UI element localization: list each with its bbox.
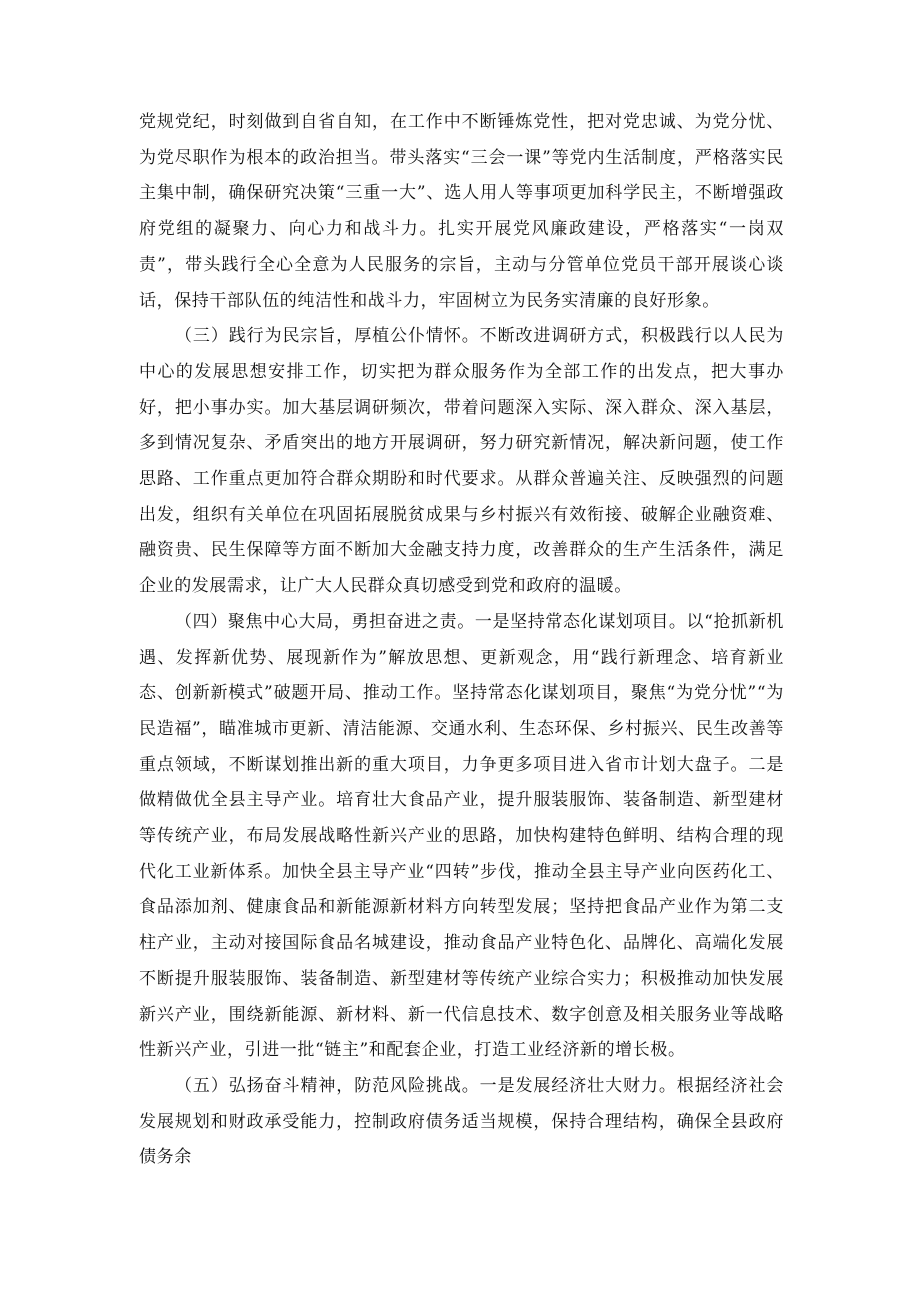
document-body [139,105,784,1176]
paragraph-section-5: （五）弘扬奋斗精神，防范风险挑战。一是发展经济壮大财力。根据经济社会发展规划和财政承受能力，控制政府债务适当规模，保持合理结构，确保全县政府债务余 [139,1075,784,1168]
paragraph-continuation: 党规党纪，时刻做到自省自知，在工作中不断锤炼党性，把对党忠诚、为党分忧、为党尽职作为根本的政治担当。带头落实“三会一课”等党内生活制度，严格落实民主集中制，确保研究决策“三重一大”、选人用人等事项更加科学民主，不断增强政府党组的凝聚力、向心力和战斗力。扎实开展党风廉政建设，严格落实“一岗双责”，带头践行全心全意为人民服务的宗旨，主动与分管单位党员干部开展谈心谈话，保持干部队伍的纯洁性和战斗力，牢固树立为民务实清廉的良好形象。 [139,112,784,311]
paragraph-section-4: （四）聚焦中心大局，勇担奋进之责。一是坚持常态化谋划项目。以“抢抓新机遇、发挥新优势、展现新作为”解放思想、更新观念，用“践行新理念、培育新业态、创新新模式”破题开局、推动工作。坚持常态化谋划项目，聚焦“为党分忧”“为民造福”，瞄准城市更新、清洁能源、交通水利、生态环保、乡村振兴、民生改善等重点领域，不断谋划推出新的重大项目，力争更多项目进入省市计划大盘子。二是做精做优全县主导产业。培育壮大食品产业，提升服装服饰、装备制造、新型建材等传统产业，布局发展战略性新兴产业的思路，加快构建特色鲜明、结构合理的现代化工业新体系。加快全县主导产业“四转”步伐，推动全县主导产业向医药化工、食品添加剂、健康食品和新能源新材料方向转型发展；坚持把食品产业作为第二支柱产业，主动对接国际食品名城建设，推动食品产业特色化、品牌化、高端化发展 不断提升服装服饰、装备制造、新型建材等传统产业综合实力；积极推动加快发展新兴产业，围绕新能源、新材料、新一代信息技术、数字创意及相关服务业等战略性新兴产业，引进一批“链主”和配套企业，打造工业经济新的增长极。 [139,611,784,1061]
paragraph-section-3: （三）践行为民宗旨，厚植公仆情怀。不断改进调研方式，积极践行以人民为中心的发展思想安排工作，切实把为群众服务作为全部工作的出发点，把大事办好，把小事办实。加大基层调研频次，带着问题深入实际、深入群众、深入基层，多到情况复杂、矛盾突出的地方开展调研，努力研究新情况，解决新问题，使工作思路、工作重点更加符合群众期盼和时代要求。从群众普遍关注、反映强烈的问题出发，组织有关单位在巩固拓展脱贫成果与乡村振兴有效衔接、破解企业融资难、融资贵、民生保障等方面不断加大金融支持力度，改善群众的生产生活条件，满足企业的发展需求，让广大人民群众真切感受到党和政府的温暖。 [139,326,784,597]
